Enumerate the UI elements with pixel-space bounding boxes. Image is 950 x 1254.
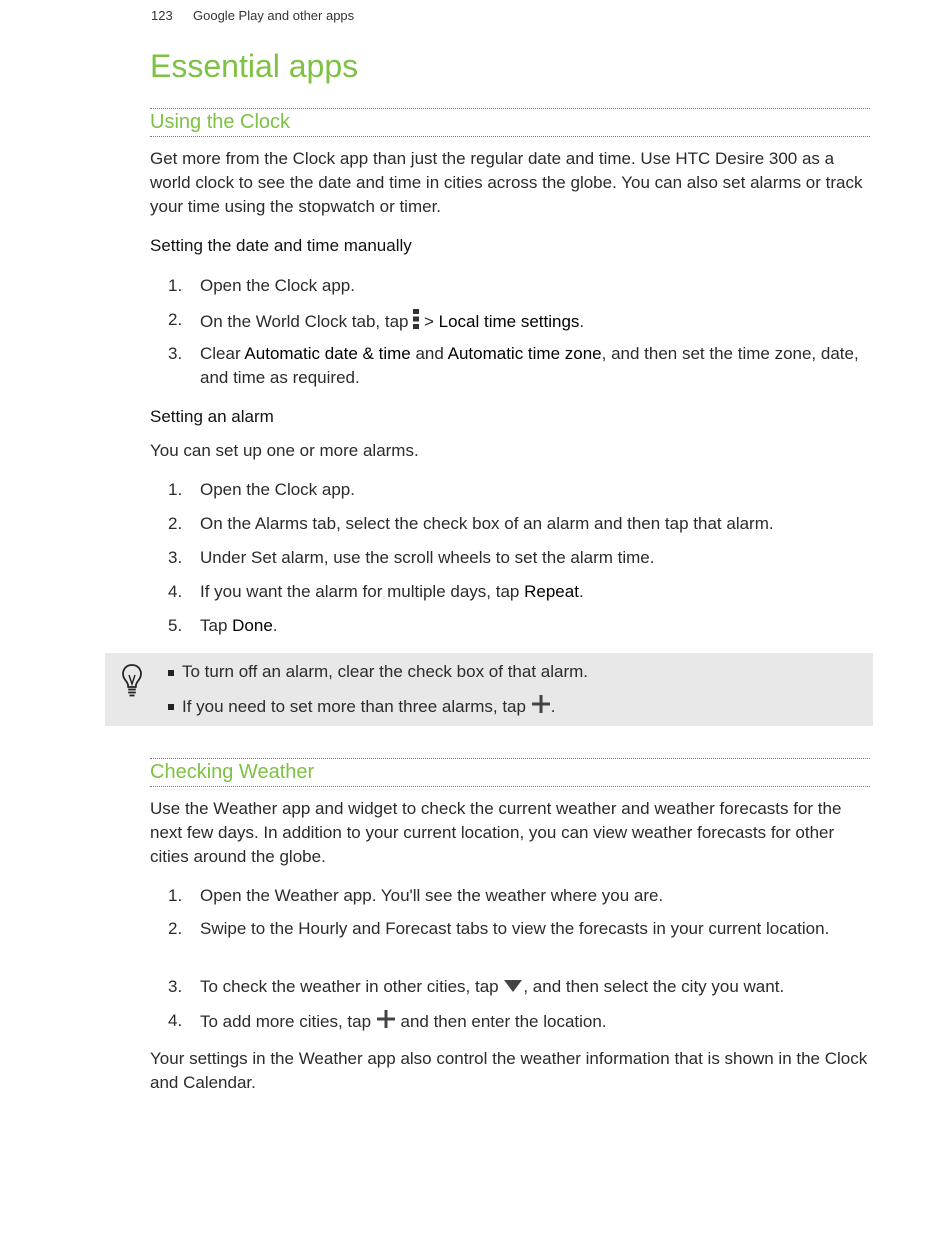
step-bold: Repeat <box>524 582 579 601</box>
step-text-part: > <box>419 311 439 331</box>
tip-text-part: If you need to set more than three alarms, tap <box>182 696 526 716</box>
step-number: 3. <box>168 548 183 567</box>
clock-heading: Using the Clock <box>150 111 291 133</box>
step-text-part: To check the weather in other cities, tap <box>200 977 499 996</box>
step-number: 3. <box>168 344 183 363</box>
weather-intro: Use the Weather app and widget to check the current weather and weather forecasts for the next few days. In addition to your current location, you can view weather forecasts for other cities around the globe. <box>150 799 842 866</box>
step-text <box>200 614 870 638</box>
dropdown-triangle-icon <box>503 976 523 1000</box>
step-number: 2. <box>168 514 183 533</box>
page-header <box>151 8 354 23</box>
step-text: Open the Weather app. You'll see the weather where you are. <box>200 886 664 905</box>
bullet-icon <box>168 704 174 710</box>
step-text-part: Clear <box>200 344 245 363</box>
step-text-part: To add more cities, tap <box>200 1011 372 1031</box>
clock-intro: Get more from the Clock app than just the regular date and time. Use HTC Desire 300 as a world clock to see the date and time in cities across the globe. You can also set alarms or track your time using the stopwatch or timer. <box>150 149 863 216</box>
step-number: 1. <box>168 480 183 499</box>
alarm-intro: You can set up one or more alarms. <box>150 441 419 460</box>
step-text-part: , and then select the city you want. <box>523 977 785 996</box>
tip-text: To turn off an alarm, clear the check box of that alarm. <box>182 662 588 681</box>
step-text: Open the Clock app. <box>200 480 355 499</box>
step-text: Open the Clock app. <box>200 276 355 295</box>
step-text-part: On the World Clock tab, tap <box>200 311 409 331</box>
step-number: 3. <box>168 977 183 996</box>
step-text: On the Alarms tab, select the check box of an alarm and then tap that alarm. <box>200 514 774 533</box>
step-bold: Local time settings <box>438 311 580 331</box>
step-bold: Done <box>232 616 273 635</box>
step-text-part: If you want the alarm for multiple days, tap <box>200 582 525 601</box>
step-text <box>200 308 870 337</box>
step-text-part: and then enter the location. <box>395 1011 607 1031</box>
step-number: 1. <box>168 886 183 905</box>
step-text: Under Set alarm, use the scroll wheels to set the alarm time. <box>200 548 655 567</box>
lightbulb-icon <box>121 663 143 704</box>
step-text-part: , and then set the time zone, date, and time as required. <box>200 344 859 387</box>
page-title: Essential apps <box>150 48 359 84</box>
section-heading-clock <box>150 108 870 137</box>
plus-icon <box>376 1009 396 1036</box>
step-text <box>200 975 870 1000</box>
page-number: 123 <box>151 8 173 23</box>
step-number: 2. <box>168 919 183 938</box>
weather-heading: Checking Weather <box>150 761 315 783</box>
weather-outro: Your settings in the Weather app also control the weather information that is shown in the Clock and Calendar. <box>150 1049 868 1092</box>
plus-icon <box>531 694 551 721</box>
step-bold: Automatic time zone <box>447 344 602 363</box>
step-text <box>200 580 870 604</box>
section-heading-weather <box>150 758 870 787</box>
step-number: 4. <box>168 582 183 601</box>
bullet-icon <box>168 670 174 676</box>
step-number: 1. <box>168 276 183 295</box>
step-text-part: . <box>579 311 585 331</box>
step-text-part: . <box>578 582 584 601</box>
step-text <box>200 1009 870 1036</box>
step-number: 5. <box>168 616 183 635</box>
step-text <box>200 342 870 390</box>
date-time-heading: Setting the date and time manually <box>150 236 412 255</box>
step-number: 4. <box>168 1011 183 1030</box>
alarm-heading: Setting an alarm <box>150 407 274 426</box>
step-bold: Automatic date & time <box>244 344 411 363</box>
tip-text-part: . <box>550 696 556 716</box>
step-text-part: and <box>410 344 448 363</box>
step-text-part: . <box>272 616 278 635</box>
step-number: 2. <box>168 310 183 329</box>
tip-box <box>105 653 873 726</box>
header-section: Google Play and other apps <box>193 8 355 23</box>
step-text: Swipe to the Hourly and Forecast tabs to view the forecasts in your current location. <box>200 919 830 938</box>
tip-text <box>182 694 555 721</box>
step-text-part: Tap <box>200 616 233 635</box>
